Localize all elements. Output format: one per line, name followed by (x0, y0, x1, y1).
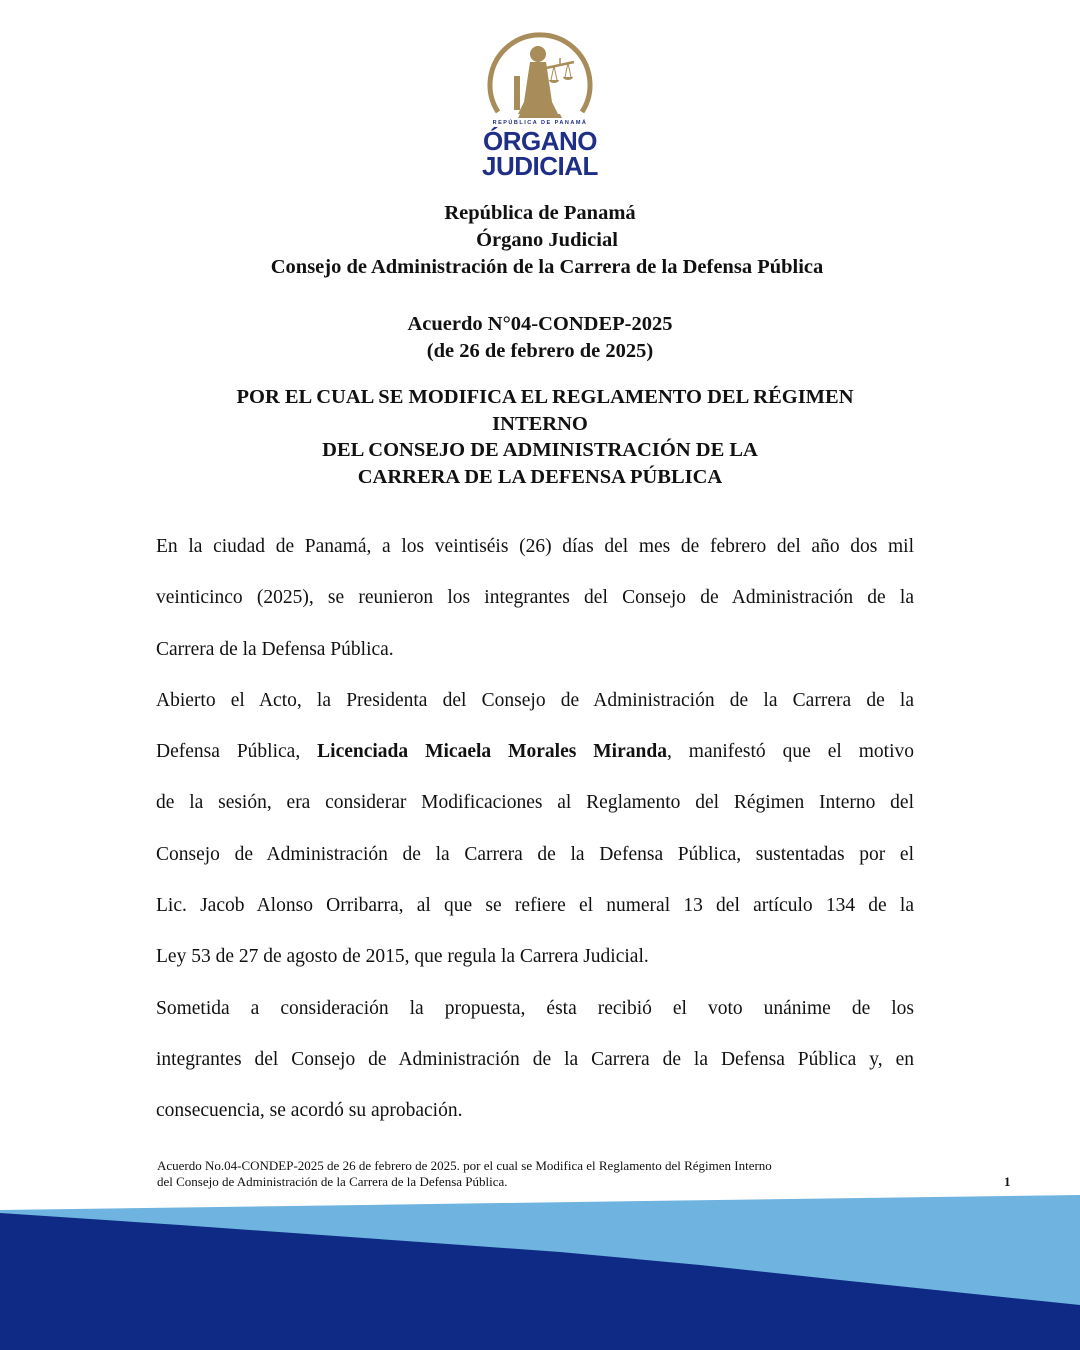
title-line-4: CARRERA DE LA DEFENSA PÚBLICA (357, 465, 723, 488)
body-line-with-name (156, 741, 914, 792)
title-line-1: POR EL CUAL SE MODIFICA EL REGLAMENTO DEL RÉGIMEN (236, 386, 854, 408)
document-header (0, 200, 1080, 281)
body-line: veinticinco (2025), se reunieron los integrantes del Consejo de Administración de la (156, 587, 914, 609)
body-line: Consejo de Administración de la Carrera de la Defensa Pública, sustentadas por el (156, 843, 914, 865)
footer-wave-decoration (0, 1180, 1080, 1350)
organo-judicial-logo (470, 32, 610, 182)
document-title (0, 384, 1080, 490)
body-line: Sometida a consideración la propuesta, ésta recibió el voto unánime de los (156, 997, 914, 1019)
footnote-line-1: Acuerdo No.04-CONDEP-2025 de 26 de febrero de 2025. por el cual se Modifica el Reglamento del Régimen Interno (157, 1158, 772, 1173)
agreement-date: (de 26 de febrero de 2025) (426, 340, 654, 362)
title-line-2: INTERNO (492, 412, 588, 435)
presidenta-name: Licenciada Micaela Morales Miranda (317, 741, 667, 763)
body-line: Carrera de la Defensa Pública. (156, 638, 394, 660)
agreement-number: Acuerdo N°04-CONDEP-2025 (407, 313, 673, 335)
body-line: integrantes del Consejo de Administración de la Carrera de la Defensa Pública y, en (156, 1048, 914, 1070)
body-line: de la sesión, era considerar Modificaciones al Reglamento del Régimen Interno del (156, 792, 914, 814)
logo-word-organo: ÓRGANO (483, 126, 597, 156)
body-line: consecuencia, se acordó su aprobación. (156, 1100, 463, 1122)
header-institution: Órgano Judicial (476, 229, 618, 251)
body-text-segment: Defensa Pública, (156, 741, 301, 763)
body-line: Lic. Jacob Alonso Orribarra, al que se refiere el numeral 13 del artículo 134 de la (156, 895, 914, 917)
agreement-heading (0, 311, 1080, 365)
document-body (156, 536, 914, 1152)
title-line-3: DEL CONSEJO DE ADMINISTRACIÓN DE LA (322, 439, 758, 461)
body-line: Abierto el Acto, la Presidenta del Consejo de Administración de la Carrera de la (156, 689, 914, 711)
header-country: República de Panamá (444, 202, 636, 224)
header-council: Consejo de Administración de la Carrera de la Defensa Pública (270, 256, 824, 278)
body-line: En la ciudad de Panamá, a los veintiséis (26) días del mes de febrero del año dos mil (156, 536, 914, 557)
body-text-segment: , manifestó que el motivo (666, 741, 915, 763)
body-line: Ley 53 de 27 de agosto de 2015, que regula la Carrera Judicial. (156, 946, 649, 968)
logo-subtitle: REPÚBLICA DE PANAMÁ (492, 120, 588, 126)
footnote-line-2: del Consejo de Administración de la Carrera de la Defensa Pública. (157, 1174, 508, 1189)
logo-word-judicial: JUDICIAL (482, 151, 598, 181)
page-number: 1 (1004, 1174, 1011, 1189)
